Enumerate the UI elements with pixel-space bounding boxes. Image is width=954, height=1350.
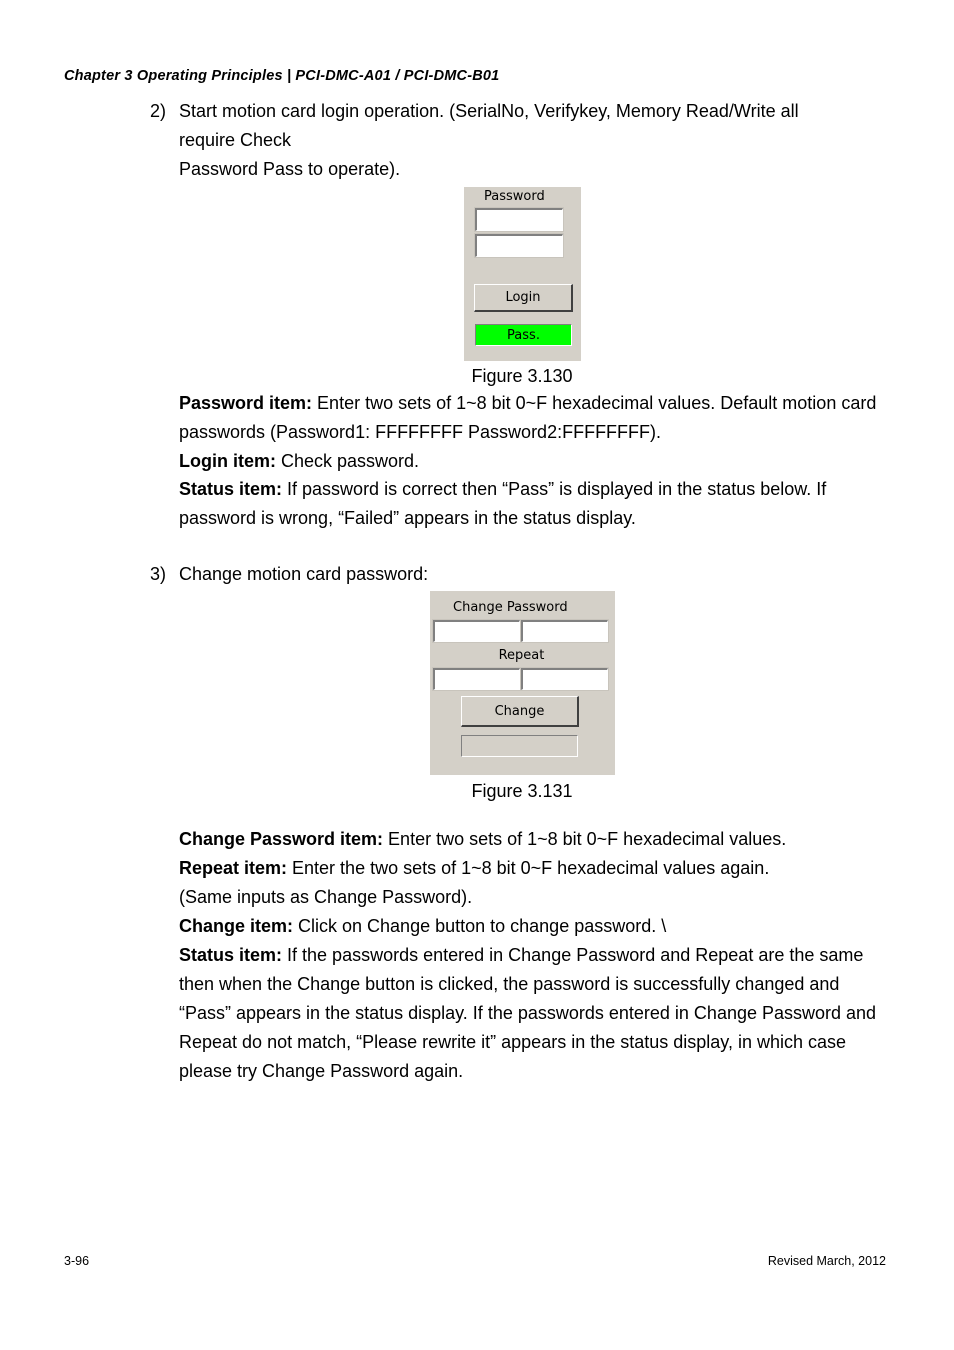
item-2-line3: Password Pass to operate).	[179, 159, 401, 179]
change-password2-input[interactable]	[521, 620, 608, 642]
password1-input[interactable]	[475, 208, 563, 231]
figure-131-caption: Figure 3.131	[471, 781, 573, 801]
login-item-title: Login item:	[179, 451, 276, 471]
repeat-item-title: Repeat item:	[179, 858, 288, 878]
change-password-item-text: Enter two sets of 1~8 bit 0~F hexadecimal values.	[383, 829, 787, 849]
password-label: Password	[484, 189, 545, 204]
change-item-title: Change item:	[179, 916, 294, 936]
chapter-header: Chapter 3 Operating Principles | PCI-DMC-A01 / PCI-DMC-B01	[64, 68, 500, 84]
change-password1-input[interactable]	[433, 620, 520, 642]
password-item-description	[179, 389, 894, 447]
change-password-panel	[430, 591, 615, 775]
login-item-text: Check password.	[276, 451, 420, 471]
list-number: 2)	[150, 101, 167, 121]
login-button[interactable]: Login	[474, 284, 573, 312]
login-panel	[464, 187, 581, 361]
list-number: 3)	[150, 564, 167, 584]
repeat-item-description	[179, 854, 894, 883]
item-3-text: Change motion card password:	[179, 564, 429, 584]
figure-130-caption: Figure 3.130	[471, 366, 573, 386]
change-status-item-title: Status item:	[179, 945, 283, 965]
login-status-display: Pass.	[475, 324, 572, 346]
change-item-text: Click on Change button to change password. \	[293, 916, 667, 936]
page-number: 3-96	[64, 1254, 90, 1268]
item-2-line2: require Check	[179, 130, 292, 150]
change-password-item-description	[179, 825, 894, 854]
status-item-text: If password is correct then “Pass” is displayed in the status below. If password is wrong, “Failed” appears in the status display.	[179, 479, 827, 528]
password2-input[interactable]	[475, 234, 563, 257]
repeat-password1-input[interactable]	[433, 668, 520, 690]
change-button[interactable]: Change	[461, 696, 579, 727]
repeat-item-text: Enter the two sets of 1~8 bit 0~F hexadecimal values again.	[287, 858, 770, 878]
change-password-item-title: Change Password item:	[179, 829, 384, 849]
repeat-item-note: (Same inputs as Change Password).	[179, 887, 473, 907]
status-item-title: Status item:	[179, 479, 283, 499]
change-status-item-description	[179, 941, 894, 1086]
repeat-password2-input[interactable]	[521, 668, 608, 690]
status-item-description	[179, 475, 894, 533]
password-item-text: Enter two sets of 1~8 bit 0~F hexadecimal values. Default motion card passwords (Password1: FFFFFFFF Password2:FFFFFFFF).	[179, 393, 877, 442]
change-status-item-text: If the passwords entered in Change Password and Repeat are the same then when the Change button is clicked, the password is successfully changed and “Pass” appears in the status display. If the passwords entered in Change Password and Repeat do not match, “Please rewrite it” appears in the status display, in which case please try Change Password again.	[179, 945, 877, 1081]
revision-date: Revised March, 2012	[767, 1254, 886, 1268]
change-item-description	[179, 912, 894, 941]
change-password-label: Change Password	[453, 600, 568, 615]
repeat-label: Repeat	[498, 648, 545, 663]
change-status-display	[461, 735, 578, 757]
password-item-title: Password item:	[179, 393, 313, 413]
login-item-description	[179, 447, 894, 476]
item-2-line1: Start motion card login operation. (SerialNo, Verifykey, Memory Read/Write all	[179, 101, 799, 121]
